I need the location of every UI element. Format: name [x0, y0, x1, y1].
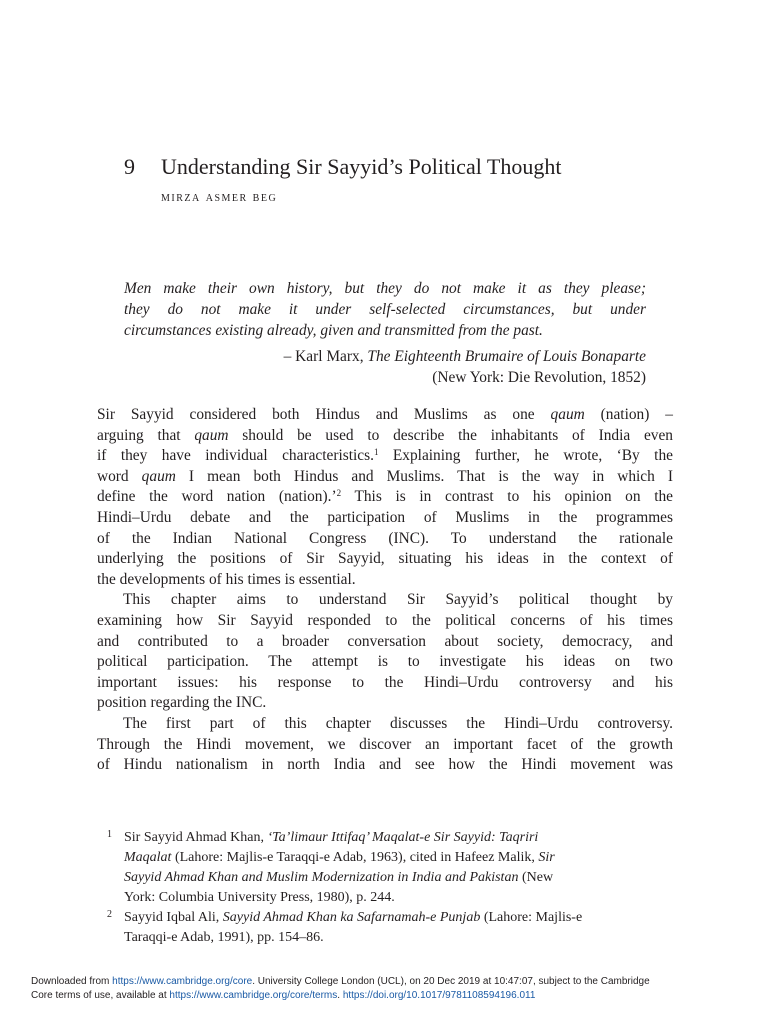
- epigraph-line: circumstances existing already, given and transmitted from the past.: [124, 322, 543, 339]
- italic-title: Sir: [538, 850, 555, 865]
- text-run: Sayyid Iqbal Ali,: [124, 910, 223, 925]
- italic-term: qaum: [550, 406, 585, 423]
- chapter-number: 9: [124, 154, 135, 179]
- text-run: (New: [518, 870, 554, 885]
- text-run: Sir Sayyid Ahmad Khan,: [124, 830, 268, 845]
- text-line: position regarding the INC.: [97, 694, 267, 712]
- text-line: [97, 446, 673, 467]
- footnote-ref-1[interactable]: 1: [373, 447, 379, 458]
- footnote-line: [124, 908, 673, 928]
- text-run: (Lahore: Majlis-e Taraqqi-e Adab, 1963), cited in Hafeez Malik,: [171, 850, 539, 865]
- text-run: Explaining further, he wrote, ‘By the: [378, 447, 673, 465]
- epigraph-line: Men make their own history, but they do not make it as they please;: [124, 280, 646, 297]
- footnote-number: 2: [107, 909, 112, 920]
- terms-link[interactable]: https://www.cambridge.org/core/terms: [169, 989, 338, 1001]
- footnote-line: [124, 828, 673, 848]
- text-line: Through the Hindi movement, we discover an important facet of the growth: [97, 735, 673, 753]
- footnote-ref-2[interactable]: 2: [336, 488, 342, 499]
- footnote-line: Taraqqi-e Adab, 1991), pp. 154–86.: [124, 930, 324, 945]
- text-line: The first part of this chapter discusses the Hindi–Urdu controversy.: [123, 714, 673, 732]
- text-run: (nation) –: [584, 406, 673, 423]
- footnote-number: 1: [107, 829, 112, 840]
- epigraph-line: they do not make it under self-selected circumstances, but under: [124, 301, 646, 318]
- text-line: important issues: his response to the Hindi–Urdu controversy and his: [97, 673, 673, 691]
- text-run: should be used to describe the inhabitants of India even: [228, 426, 674, 444]
- text-line: the developments of his times is essential.: [97, 570, 356, 588]
- paragraph-3: [97, 714, 673, 776]
- paragraph-1: [97, 405, 673, 590]
- italic-title: Sayyid Ahmad Khan ka Safarnamah-e Punjab: [222, 910, 481, 925]
- text-line: [97, 487, 673, 508]
- text-line: [97, 467, 673, 488]
- text-run: Core terms of use, available at: [31, 989, 170, 1001]
- epigraph-source: [124, 346, 646, 388]
- footnote-line: [124, 848, 673, 868]
- cambridge-core-link[interactable]: https://www.cambridge.org/core: [112, 976, 253, 987]
- italic-title: ‘Ta’limaur Ittifaq’ Maqalat-e Sir Sayyid: Taqriri: [267, 830, 539, 845]
- italic-term: qaum: [194, 426, 229, 444]
- text-run: if they have individual characteristics.: [97, 447, 374, 465]
- text-run: arguing that: [97, 426, 195, 444]
- text-run: define the word nation (nation).’: [97, 488, 337, 506]
- text-run: word: [97, 467, 142, 485]
- italic-title: Sayyid Ahmad Khan and Muslim Modernization in India and Pakistan: [124, 870, 519, 885]
- footnote-2: [107, 908, 673, 948]
- footnote-line: York: Columbia University Press, 1980), p. 244.: [124, 890, 395, 905]
- text-run: (Lahore: Majlis-e: [480, 910, 583, 925]
- epigraph-source-title: The Eighteenth Brumaire of Louis Bonaparte: [367, 348, 646, 365]
- epigraph-source-publication: (New York: Die Revolution, 1852): [432, 369, 646, 386]
- text-run: This is in contrast to his opinion on the: [341, 488, 673, 506]
- epigraph-source-author: – Karl Marx,: [283, 348, 368, 365]
- footnote-line: [124, 868, 673, 888]
- footnote-1: [107, 828, 673, 908]
- text-run: I mean both Hindus and Muslims. That is the way in which I: [175, 467, 673, 485]
- text-line: underlying the positions of Sir Sayyid, situating his ideas in the context of: [97, 550, 673, 568]
- text-line: and contributed to a broader conversation about society, democracy, and: [97, 632, 673, 650]
- text-run: .: [337, 989, 343, 1001]
- doi-link[interactable]: https://doi.org/10.1017/9781108594196.011: [342, 989, 536, 1001]
- epigraph-quote: [124, 278, 646, 341]
- italic-title: Maqalat: [124, 850, 172, 865]
- text-run: Sir Sayyid considered both Hindus and Muslims as one: [97, 406, 551, 423]
- italic-term: qaum: [141, 467, 176, 485]
- text-line: of Hindu nationalism in north India and see how the Hindi movement was: [97, 756, 673, 774]
- text-run: Downloaded from: [31, 976, 113, 987]
- epigraph: [124, 278, 646, 388]
- text-line: Hindi–Urdu debate and the participation of Muslims in the programmes: [97, 508, 673, 526]
- download-notice: [31, 975, 741, 1002]
- chapter-title: Understanding Sir Sayyid’s Political Thought: [161, 154, 562, 179]
- body-text: [97, 405, 673, 776]
- text-line: [97, 426, 673, 447]
- footnotes: [107, 828, 673, 948]
- text-line: This chapter aims to understand Sir Sayyid’s political thought by: [123, 591, 673, 609]
- text-line: examining how Sir Sayyid responded to the political concerns of his times: [97, 611, 673, 629]
- text-line: of the Indian National Congress (INC). To understand the rationale: [97, 529, 673, 547]
- text-run: . University College London (UCL), on 20 Dec 2019 at 10:47:07, subject to the Cambridge: [252, 976, 650, 987]
- text-line: [97, 405, 673, 426]
- paragraph-2: [97, 590, 673, 714]
- chapter-author: mirza asmer beg: [161, 190, 278, 205]
- text-line: political participation. The attempt is to investigate his ideas on two: [97, 653, 673, 671]
